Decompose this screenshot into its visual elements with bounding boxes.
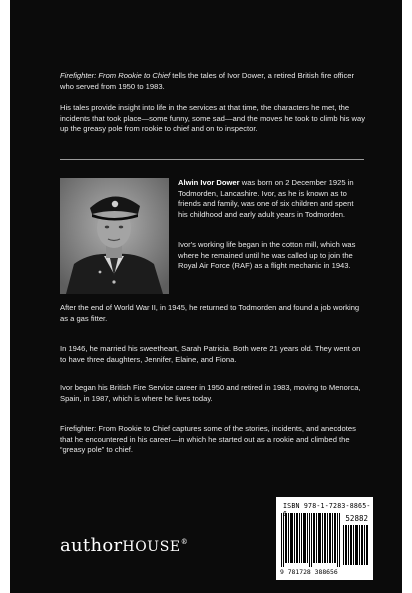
divider-line bbox=[60, 159, 364, 160]
intro-paragraph-1-text: tells the tales of Ivor Dower, a retired British fire officer who served from 1950 to 1983. bbox=[60, 71, 355, 91]
bio-paragraph-4: In 1946, he married his sweetheart, Sarah Patricia. Both were 21 years old. They went on to have three daughters, Jennifer, Elaine, and Fiona. bbox=[60, 344, 361, 364]
barcode-number: 9 781728 388656 bbox=[280, 568, 338, 576]
bio-paragraph-1-text: was born on 2 December 1925 in Todmorden, Lancashire. Ivor, as he is known as to friends and family, was one of six children and spent his childhood and early adult years in Todmorden. bbox=[178, 178, 354, 219]
bio-paragraph-3: After the end of World War II, in 1945, he returned to Todmorden and found a job working as a gas fitter. bbox=[60, 303, 360, 323]
back-cover bbox=[10, 0, 402, 593]
barcode-icon bbox=[280, 513, 342, 567]
isbn-label: ISBN 978-1-7283-8865- bbox=[283, 502, 371, 510]
bio-paragraph-5: Ivor began his British Fire Service career in 1950 and retired in 1983, moving to Menorca, Spain, in 1987, which is where he lives today. bbox=[60, 383, 361, 403]
intro-paragraph-1 bbox=[60, 71, 366, 92]
addon-barcode-icon bbox=[343, 525, 369, 565]
intro-paragraph-2: His tales provide insight into life in the services at that time, the characters he met, the incidents that took place—some funny, some sad—and the moves he took to climb his way up the greasy pole from rookie to chief and on to inspector. bbox=[60, 103, 366, 134]
logo-author-text: author bbox=[60, 535, 123, 556]
logo-house-text: HOUSE bbox=[122, 539, 181, 555]
logo-registered-mark: ® bbox=[180, 538, 189, 546]
book-title-italic: Firefighter: From Rookie to Chief bbox=[60, 71, 171, 80]
bio-paragraph-2: Ivor's working life began in the cotton mill, which was where he remained until he was called up to join the Royal Air Force (RAF) as a flight mechanic in 1943. bbox=[178, 240, 356, 271]
publisher-logo bbox=[60, 535, 188, 556]
author-photo bbox=[60, 178, 169, 294]
bio-paragraph-1 bbox=[178, 178, 364, 220]
barcode-box bbox=[276, 497, 373, 580]
bio-paragraph-6: Firefighter: From Rookie to Chief captures some of the stories, incidents, and anecdotes that he encountered in his career—in which he started out as a rookie and climbed the “greasy pole” to chief. bbox=[60, 424, 356, 455]
price-code: 52882 bbox=[345, 514, 368, 523]
author-name: Alwin Ivor Dower bbox=[178, 178, 240, 187]
